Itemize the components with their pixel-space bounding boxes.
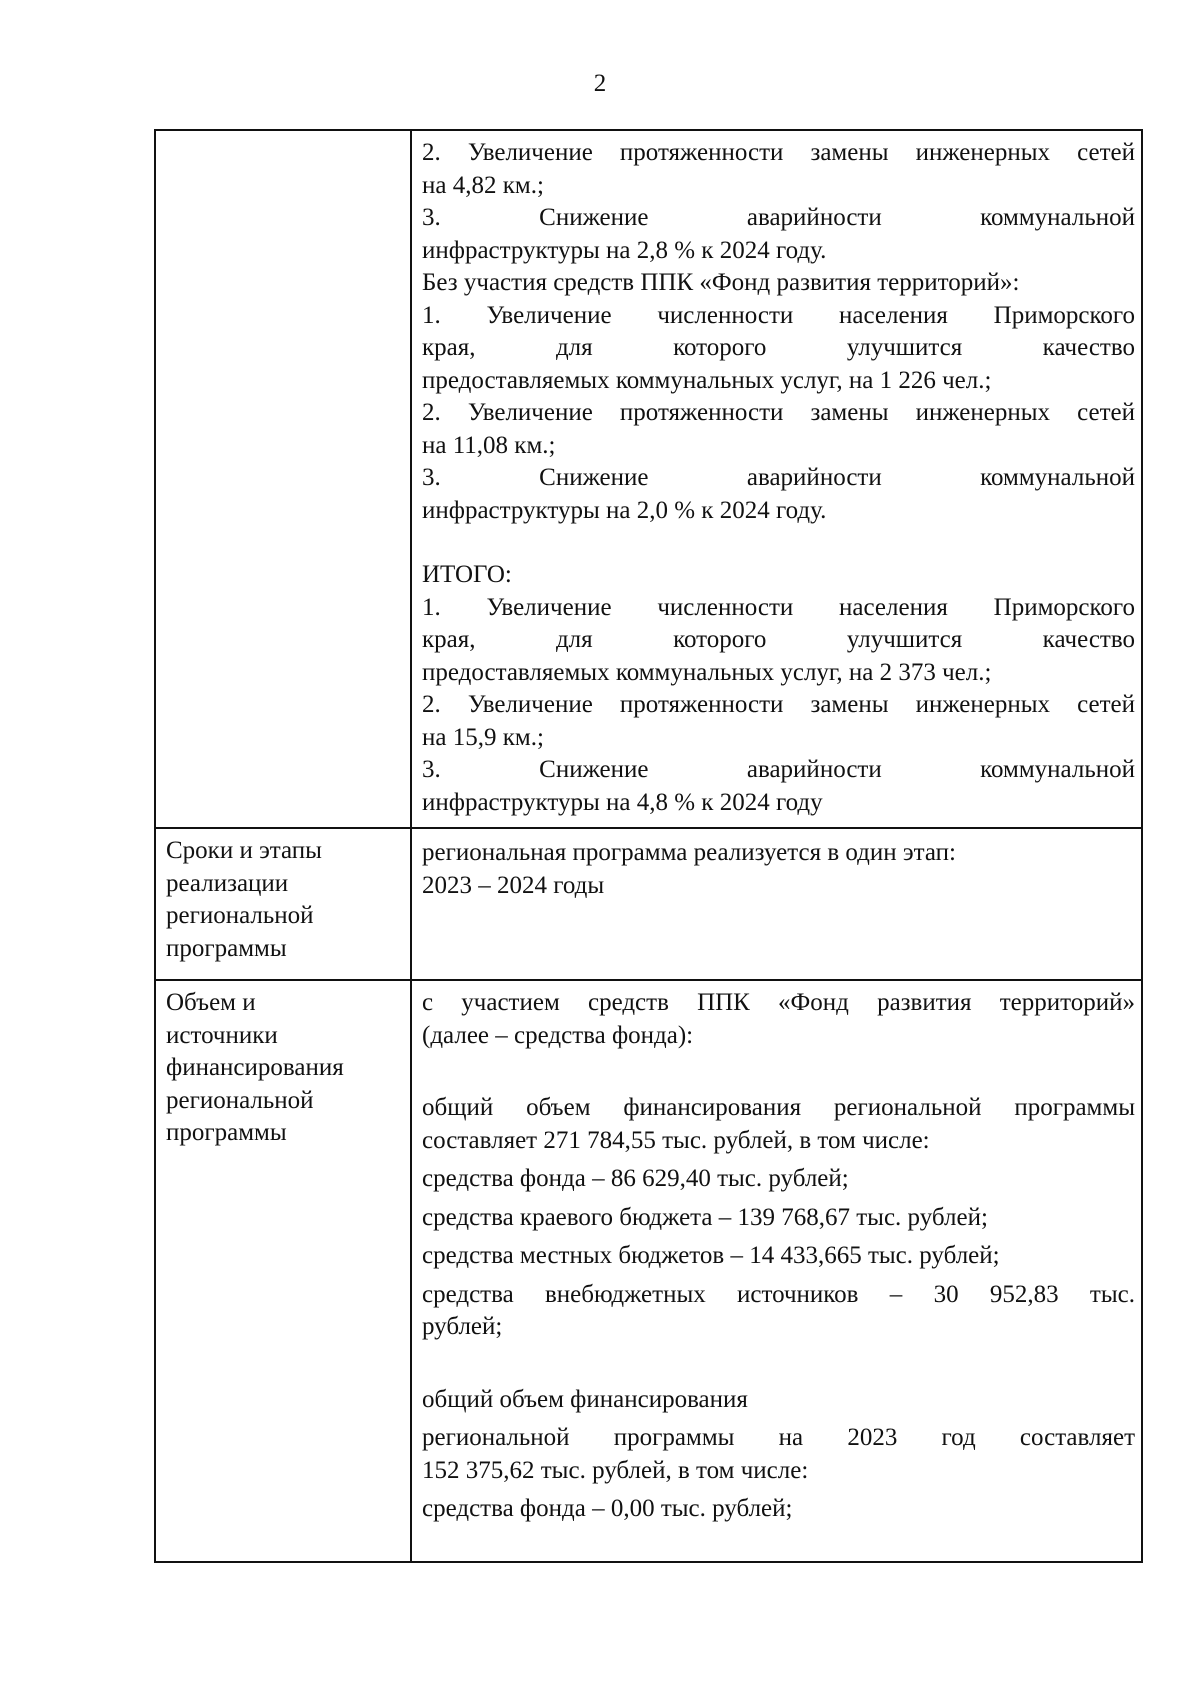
total-heading: ИТОГО: [422, 561, 512, 588]
text-line: инфраструктуры на 2,0 % к 2024 году. [422, 496, 827, 524]
paragraph-gap [422, 527, 1135, 559]
text-line: региональной [166, 1086, 314, 1114]
text-line: края, для которого улучшится качество [422, 626, 1135, 653]
text-line: на 4,82 км.; [422, 171, 544, 199]
text-line: на 11,08 км.; [422, 431, 556, 459]
text-line: составляет 271 784,55 тыс. рублей, в том числе: [422, 1126, 930, 1154]
text-line: общий объем финансирования региональной программы [422, 1094, 1135, 1121]
label-cell-empty [155, 130, 411, 828]
text-line: с участием средств ППК «Фонд развития территорий» [422, 989, 1135, 1016]
financing-intro [422, 987, 1135, 1052]
text-line: реализации [166, 869, 289, 897]
total-indicators [422, 592, 1135, 820]
financing-label [166, 987, 404, 1150]
text-line: 1. Увеличение численности населения Приморского [422, 301, 1135, 329]
timeline-text [422, 837, 1135, 902]
table-row-financing [155, 980, 1142, 1562]
with-fund-indicators-tail [422, 137, 1135, 267]
financing-year-fund: средства фонда – 0,00 тыс. рублей; [422, 1495, 793, 1522]
financing-source-item: средства местных бюджетов – 14 433,665 тыс. рублей; [422, 1242, 1000, 1269]
text-line: программы [166, 1119, 287, 1146]
timeline-content-cell [411, 828, 1142, 980]
table-row-indicators [155, 130, 1142, 828]
program-passport-table [154, 129, 1143, 1563]
text-line: рублей; [422, 1313, 503, 1340]
financing-total-block [422, 1092, 1135, 1157]
text-line: 2. Увеличение протяженности замены инженерных сетей [422, 139, 1135, 166]
text-line: (далее – средства фонда): [422, 1021, 694, 1049]
text-line: 3. Снижение аварийности коммунальной [422, 204, 1135, 231]
text-line: Объем и [166, 989, 256, 1016]
financing-source-item: средства фонда – 86 629,40 тыс. рублей; [422, 1165, 849, 1192]
page-number: 2 [593, 70, 607, 97]
text-line: региональной [166, 902, 314, 929]
paragraph-gap [422, 1052, 1135, 1092]
text-line: инфраструктуры на 4,8 % к 2024 году [422, 788, 823, 816]
text-line: Сроки и этапы [166, 837, 322, 864]
text-line: 3. Снижение аварийности коммунальной [422, 464, 1135, 491]
without-fund-indicators [422, 300, 1135, 528]
financing-label-cell [155, 980, 411, 1562]
financing-year-block [422, 1422, 1135, 1487]
text-line: финансирования [166, 1054, 344, 1081]
timeline-label [166, 835, 404, 965]
text-line: края, для которого улучшится качество [422, 334, 1135, 361]
text-line: 2. Увеличение протяженности замены инженерных сетей [422, 399, 1135, 426]
financing-source-item: средства краевого бюджета – 139 768,67 тыс. рублей; [422, 1203, 988, 1231]
text-line: 152 375,62 тыс. рублей, в том числе: [422, 1456, 809, 1484]
financing-offbudget [422, 1279, 1135, 1344]
text-line: программы [166, 934, 287, 962]
text-line: предоставляемых коммунальных услуг, на 1 226 чел.; [422, 366, 992, 394]
text-line: источники [166, 1021, 278, 1049]
paragraph-gap [422, 1344, 1135, 1384]
table-row-timeline [155, 828, 1142, 980]
text-line: региональная программа реализуется в один этап: [422, 839, 956, 866]
without-fund-heading: Без участия средств ППК «Фонд развития территорий»: [422, 269, 1020, 296]
text-line: 2. Увеличение протяженности замены инженерных сетей [422, 691, 1135, 718]
financing-year-heading: общий объем финансирования [422, 1385, 748, 1413]
text-line: на 15,9 км.; [422, 723, 544, 751]
indicators-cell [411, 130, 1142, 828]
text-line: 1. Увеличение численности населения Приморского [422, 593, 1135, 621]
text-line: инфраструктуры на 2,8 % к 2024 году. [422, 236, 827, 264]
text-line: 2023 – 2024 годы [422, 871, 605, 899]
timeline-label-cell [155, 828, 411, 980]
text-line: средства внебюджетных источников – 30 952,83 тыс. [422, 1280, 1135, 1308]
text-line: предоставляемых коммунальных услуг, на 2 373 чел.; [422, 658, 992, 686]
text-line: региональной программы на 2023 год составляет [422, 1424, 1135, 1451]
financing-sources-list [422, 1163, 1135, 1273]
financing-content-cell [411, 980, 1142, 1562]
text-line: 3. Снижение аварийности коммунальной [422, 756, 1135, 783]
